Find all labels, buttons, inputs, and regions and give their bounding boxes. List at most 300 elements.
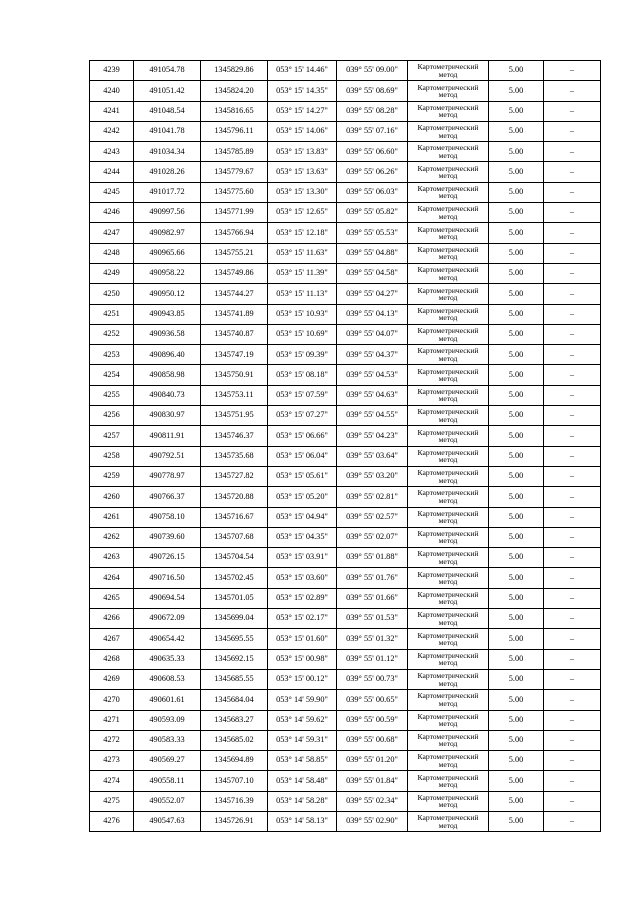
table-row (90, 304, 601, 324)
method-line-2: метод (438, 495, 458, 505)
table-row (90, 284, 601, 304)
method-line-1: Картометрический (417, 204, 479, 214)
y-coordinate-cell: 1345747.19 (201, 345, 268, 365)
latitude-cell: 053° 14' 58.13" (268, 811, 337, 831)
description-cell: – (544, 324, 601, 344)
latitude-cell: 053° 15' 03.91" (268, 548, 337, 568)
description-cell: – (544, 466, 601, 486)
accuracy-cell: 5.00 (489, 751, 544, 771)
method-line-2: метод (438, 577, 458, 587)
accuracy-cell: 5.00 (489, 507, 544, 527)
y-coordinate-cell: 1345749.86 (201, 263, 268, 283)
method-line-2: метод (438, 434, 458, 444)
accuracy-cell: 5.00 (489, 527, 544, 547)
description-cell: – (544, 101, 601, 121)
point-number-cell: 4261 (90, 507, 134, 527)
description-cell: – (544, 182, 601, 202)
accuracy-cell: 5.00 (489, 345, 544, 365)
accuracy-cell: 5.00 (489, 223, 544, 243)
x-coordinate-cell: 490943.85 (134, 304, 201, 324)
y-coordinate-cell: 1345685.55 (201, 669, 268, 689)
accuracy-cell: 5.00 (489, 568, 544, 588)
method-cell (408, 121, 489, 141)
point-number-cell: 4263 (90, 548, 134, 568)
method-cell (408, 304, 489, 324)
method-line-1: Картометрический (417, 305, 479, 315)
method-cell (408, 487, 489, 507)
method-line-1: Картометрический (417, 529, 479, 539)
latitude-cell: 053° 15' 13.30" (268, 182, 337, 202)
latitude-cell: 053° 15' 06.04" (268, 446, 337, 466)
latitude-cell: 053° 14' 58.85" (268, 751, 337, 771)
method-cell (408, 81, 489, 101)
x-coordinate-cell: 490726.15 (134, 548, 201, 568)
y-coordinate-cell: 1345720.88 (201, 487, 268, 507)
x-coordinate-cell: 490758.10 (134, 507, 201, 527)
accuracy-cell: 5.00 (489, 609, 544, 629)
method-line-1: Картометрический (417, 244, 479, 254)
method-cell (408, 588, 489, 608)
accuracy-cell: 5.00 (489, 791, 544, 811)
table-row (90, 649, 601, 669)
method-line-2: метод (438, 536, 458, 546)
longitude-cell: 039° 55' 04.23" (337, 426, 408, 446)
point-number-cell: 4259 (90, 466, 134, 486)
point-number-cell: 4252 (90, 324, 134, 344)
x-coordinate-cell: 490601.61 (134, 690, 201, 710)
longitude-cell: 039° 55' 06.26" (337, 162, 408, 182)
latitude-cell: 053° 15' 03.60" (268, 568, 337, 588)
accuracy-cell: 5.00 (489, 162, 544, 182)
y-coordinate-cell: 1345716.67 (201, 507, 268, 527)
latitude-cell: 053° 15' 02.17" (268, 609, 337, 629)
description-cell: – (544, 649, 601, 669)
x-coordinate-cell: 490936.58 (134, 324, 201, 344)
x-coordinate-cell: 491034.34 (134, 142, 201, 162)
description-cell: – (544, 162, 601, 182)
accuracy-cell: 5.00 (489, 142, 544, 162)
method-cell (408, 203, 489, 223)
method-cell (408, 548, 489, 568)
accuracy-cell: 5.00 (489, 669, 544, 689)
description-cell: – (544, 385, 601, 405)
method-line-2: метод (438, 455, 458, 465)
longitude-cell: 039° 55' 01.76" (337, 568, 408, 588)
accuracy-cell: 5.00 (489, 121, 544, 141)
description-cell: – (544, 629, 601, 649)
description-cell: – (544, 203, 601, 223)
longitude-cell: 039° 55' 04.07" (337, 324, 408, 344)
longitude-cell: 039° 55' 07.16" (337, 121, 408, 141)
method-line-1: Картометрический (417, 163, 479, 173)
point-number-cell: 4254 (90, 365, 134, 385)
method-cell (408, 406, 489, 426)
table-row (90, 588, 601, 608)
method-cell (408, 629, 489, 649)
method-line-1: Картометрический (417, 772, 479, 782)
latitude-cell: 053° 15' 10.69" (268, 324, 337, 344)
point-number-cell: 4239 (90, 61, 134, 81)
x-coordinate-cell: 490552.07 (134, 791, 201, 811)
table-row (90, 406, 601, 426)
longitude-cell: 039° 55' 04.55" (337, 406, 408, 426)
y-coordinate-cell: 1345701.05 (201, 588, 268, 608)
x-coordinate-cell: 491017.72 (134, 182, 201, 202)
x-coordinate-cell: 490958.22 (134, 263, 201, 283)
method-line-1: Картометрический (417, 326, 479, 336)
description-cell: – (544, 609, 601, 629)
x-coordinate-cell: 490792.51 (134, 446, 201, 466)
method-line-1: Картометрический (417, 62, 479, 72)
table-row (90, 446, 601, 466)
description-cell: – (544, 81, 601, 101)
x-coordinate-cell: 490830.97 (134, 406, 201, 426)
method-cell (408, 568, 489, 588)
y-coordinate-cell: 1345829.86 (201, 61, 268, 81)
longitude-cell: 039° 55' 01.53" (337, 609, 408, 629)
latitude-cell: 053° 15' 11.39" (268, 263, 337, 283)
y-coordinate-cell: 1345744.27 (201, 284, 268, 304)
method-cell (408, 162, 489, 182)
coordinates-table (89, 60, 601, 832)
longitude-cell: 039° 55' 04.27" (337, 284, 408, 304)
method-line-2: метод (438, 556, 458, 566)
point-number-cell: 4258 (90, 446, 134, 466)
method-line-1: Картометрический (417, 792, 479, 802)
longitude-cell: 039° 55' 00.65" (337, 690, 408, 710)
latitude-cell: 053° 15' 12.18" (268, 223, 337, 243)
method-line-1: Картометрический (417, 549, 479, 559)
latitude-cell: 053° 14' 59.31" (268, 730, 337, 750)
method-line-2: метод (438, 820, 458, 830)
method-line-1: Картометрический (417, 752, 479, 762)
table-row (90, 203, 601, 223)
y-coordinate-cell: 1345683.27 (201, 710, 268, 730)
latitude-cell: 053° 15' 14.35" (268, 81, 337, 101)
method-cell (408, 791, 489, 811)
longitude-cell: 039° 55' 02.07" (337, 527, 408, 547)
longitude-cell: 039° 55' 05.82" (337, 203, 408, 223)
x-coordinate-cell: 490672.09 (134, 609, 201, 629)
table-row (90, 548, 601, 568)
latitude-cell: 053° 15' 06.66" (268, 426, 337, 446)
point-number-cell: 4269 (90, 669, 134, 689)
y-coordinate-cell: 1345755.21 (201, 243, 268, 263)
description-cell: – (544, 730, 601, 750)
method-line-2: метод (438, 171, 458, 181)
y-coordinate-cell: 1345707.68 (201, 527, 268, 547)
latitude-cell: 053° 15' 11.63" (268, 243, 337, 263)
description-cell: – (544, 588, 601, 608)
method-cell (408, 101, 489, 121)
method-line-2: метод (438, 800, 458, 810)
method-line-2: метод (438, 394, 458, 404)
accuracy-cell: 5.00 (489, 284, 544, 304)
y-coordinate-cell: 1345695.55 (201, 629, 268, 649)
accuracy-cell: 5.00 (489, 385, 544, 405)
method-cell (408, 466, 489, 486)
accuracy-cell: 5.00 (489, 487, 544, 507)
point-number-cell: 4250 (90, 284, 134, 304)
accuracy-cell: 5.00 (489, 182, 544, 202)
method-line-1: Картометрический (417, 447, 479, 457)
point-number-cell: 4256 (90, 406, 134, 426)
accuracy-cell: 5.00 (489, 811, 544, 831)
point-number-cell: 4244 (90, 162, 134, 182)
x-coordinate-cell: 490583.33 (134, 730, 201, 750)
point-number-cell: 4240 (90, 81, 134, 101)
method-line-2: метод (438, 414, 458, 424)
point-number-cell: 4266 (90, 609, 134, 629)
latitude-cell: 053° 15' 05.20" (268, 487, 337, 507)
accuracy-cell: 5.00 (489, 629, 544, 649)
method-line-2: метод (438, 759, 458, 769)
table-row (90, 345, 601, 365)
longitude-cell: 039° 55' 00.68" (337, 730, 408, 750)
x-coordinate-cell: 490896.40 (134, 345, 201, 365)
method-line-2: метод (438, 191, 458, 201)
x-coordinate-cell: 490558.11 (134, 771, 201, 791)
longitude-cell: 039° 55' 01.20" (337, 751, 408, 771)
longitude-cell: 039° 55' 02.81" (337, 487, 408, 507)
longitude-cell: 039° 55' 00.73" (337, 669, 408, 689)
table-row (90, 223, 601, 243)
method-line-1: Картометрический (417, 224, 479, 234)
latitude-cell: 053° 14' 59.90" (268, 690, 337, 710)
longitude-cell: 039° 55' 02.34" (337, 791, 408, 811)
method-line-2: метод (438, 374, 458, 384)
table-row (90, 527, 601, 547)
table-row (90, 751, 601, 771)
method-line-2: метод (438, 150, 458, 160)
method-cell (408, 223, 489, 243)
x-coordinate-cell: 491048.54 (134, 101, 201, 121)
y-coordinate-cell: 1345796.11 (201, 121, 268, 141)
x-coordinate-cell: 490593.09 (134, 710, 201, 730)
y-coordinate-cell: 1345692.15 (201, 649, 268, 669)
method-line-2: метод (438, 637, 458, 647)
description-cell: – (544, 142, 601, 162)
latitude-cell: 053° 15' 13.63" (268, 162, 337, 182)
description-cell: – (544, 568, 601, 588)
x-coordinate-cell: 490654.42 (134, 629, 201, 649)
accuracy-cell: 5.00 (489, 101, 544, 121)
accuracy-cell: 5.00 (489, 588, 544, 608)
longitude-cell: 039° 55' 04.88" (337, 243, 408, 263)
method-line-2: метод (438, 475, 458, 485)
x-coordinate-cell: 490716.50 (134, 568, 201, 588)
x-coordinate-cell: 491028.26 (134, 162, 201, 182)
description-cell: – (544, 751, 601, 771)
description-cell: – (544, 345, 601, 365)
method-line-1: Картометрический (417, 346, 479, 356)
longitude-cell: 039° 55' 01.84" (337, 771, 408, 791)
y-coordinate-cell: 1345694.89 (201, 751, 268, 771)
y-coordinate-cell: 1345785.89 (201, 142, 268, 162)
method-line-1: Картометрический (417, 691, 479, 701)
method-cell (408, 446, 489, 466)
table-row (90, 629, 601, 649)
table-row (90, 324, 601, 344)
point-number-cell: 4276 (90, 811, 134, 831)
table-row (90, 263, 601, 283)
longitude-cell: 039° 55' 06.60" (337, 142, 408, 162)
method-cell (408, 324, 489, 344)
y-coordinate-cell: 1345704.54 (201, 548, 268, 568)
method-line-1: Картометрический (417, 265, 479, 275)
latitude-cell: 053° 15' 08.18" (268, 365, 337, 385)
table-row (90, 162, 601, 182)
point-number-cell: 4274 (90, 771, 134, 791)
accuracy-cell: 5.00 (489, 771, 544, 791)
description-cell: – (544, 548, 601, 568)
accuracy-cell: 5.00 (489, 304, 544, 324)
method-line-1: Картометрический (417, 468, 479, 478)
method-cell (408, 284, 489, 304)
x-coordinate-cell: 490694.54 (134, 588, 201, 608)
x-coordinate-cell: 490569.27 (134, 751, 201, 771)
y-coordinate-cell: 1345707.10 (201, 771, 268, 791)
description-cell: – (544, 121, 601, 141)
description-cell: – (544, 243, 601, 263)
method-line-1: Картометрический (417, 671, 479, 681)
method-line-1: Картометрический (417, 427, 479, 437)
accuracy-cell: 5.00 (489, 324, 544, 344)
point-number-cell: 4247 (90, 223, 134, 243)
longitude-cell: 039° 55' 02.57" (337, 507, 408, 527)
longitude-cell: 039° 55' 09.00" (337, 61, 408, 81)
method-line-2: метод (438, 597, 458, 607)
longitude-cell: 039° 55' 02.90" (337, 811, 408, 831)
method-cell (408, 61, 489, 81)
description-cell: – (544, 487, 601, 507)
method-cell (408, 811, 489, 831)
method-line-1: Картометрический (417, 82, 479, 92)
y-coordinate-cell: 1345751.95 (201, 406, 268, 426)
method-line-2: метод (438, 739, 458, 749)
longitude-cell: 039° 55' 04.37" (337, 345, 408, 365)
table-row (90, 101, 601, 121)
y-coordinate-cell: 1345824.20 (201, 81, 268, 101)
x-coordinate-cell: 491041.78 (134, 121, 201, 141)
longitude-cell: 039° 55' 04.58" (337, 263, 408, 283)
point-number-cell: 4262 (90, 527, 134, 547)
table-row (90, 142, 601, 162)
method-line-1: Картометрический (417, 569, 479, 579)
accuracy-cell: 5.00 (489, 446, 544, 466)
point-number-cell: 4248 (90, 243, 134, 263)
table-row (90, 365, 601, 385)
latitude-cell: 053° 15' 13.83" (268, 142, 337, 162)
y-coordinate-cell: 1345766.94 (201, 223, 268, 243)
method-cell (408, 263, 489, 283)
method-cell (408, 730, 489, 750)
y-coordinate-cell: 1345746.37 (201, 426, 268, 446)
table-row (90, 81, 601, 101)
latitude-cell: 053° 14' 59.62" (268, 710, 337, 730)
y-coordinate-cell: 1345741.89 (201, 304, 268, 324)
point-number-cell: 4273 (90, 751, 134, 771)
y-coordinate-cell: 1345702.45 (201, 568, 268, 588)
method-line-2: метод (438, 698, 458, 708)
description-cell: – (544, 446, 601, 466)
accuracy-cell: 5.00 (489, 710, 544, 730)
description-cell: – (544, 284, 601, 304)
longitude-cell: 039° 55' 01.66" (337, 588, 408, 608)
accuracy-cell: 5.00 (489, 243, 544, 263)
method-cell (408, 710, 489, 730)
latitude-cell: 053° 15' 11.13" (268, 284, 337, 304)
method-cell (408, 365, 489, 385)
x-coordinate-cell: 490950.12 (134, 284, 201, 304)
accuracy-cell: 5.00 (489, 690, 544, 710)
description-cell: – (544, 223, 601, 243)
method-line-2: метод (438, 232, 458, 242)
table-row (90, 609, 601, 629)
method-cell (408, 527, 489, 547)
table-row (90, 791, 601, 811)
accuracy-cell: 5.00 (489, 426, 544, 446)
method-line-1: Картометрический (417, 650, 479, 660)
x-coordinate-cell: 490635.33 (134, 649, 201, 669)
description-cell: – (544, 710, 601, 730)
latitude-cell: 053° 15' 04.35" (268, 527, 337, 547)
method-line-1: Картометрический (417, 102, 479, 112)
table-row (90, 771, 601, 791)
x-coordinate-cell: 490811.91 (134, 426, 201, 446)
point-number-cell: 4242 (90, 121, 134, 141)
point-number-cell: 4264 (90, 568, 134, 588)
y-coordinate-cell: 1345685.02 (201, 730, 268, 750)
method-cell (408, 649, 489, 669)
y-coordinate-cell: 1345771.99 (201, 203, 268, 223)
method-cell (408, 345, 489, 365)
method-line-1: Картометрический (417, 123, 479, 133)
x-coordinate-cell: 491051.42 (134, 81, 201, 101)
longitude-cell: 039° 55' 08.28" (337, 101, 408, 121)
description-cell: – (544, 791, 601, 811)
x-coordinate-cell: 490858.98 (134, 365, 201, 385)
method-line-2: метод (438, 292, 458, 302)
method-line-1: Картометрический (417, 488, 479, 498)
y-coordinate-cell: 1345727.82 (201, 466, 268, 486)
latitude-cell: 053° 15' 00.12" (268, 669, 337, 689)
point-number-cell: 4265 (90, 588, 134, 608)
method-line-2: метод (438, 130, 458, 140)
y-coordinate-cell: 1345684.04 (201, 690, 268, 710)
y-coordinate-cell: 1345716.39 (201, 791, 268, 811)
accuracy-cell: 5.00 (489, 548, 544, 568)
point-number-cell: 4255 (90, 385, 134, 405)
y-coordinate-cell: 1345750.91 (201, 365, 268, 385)
method-line-1: Картометрический (417, 285, 479, 295)
x-coordinate-cell: 490766.37 (134, 487, 201, 507)
latitude-cell: 053° 15' 01.60" (268, 629, 337, 649)
x-coordinate-cell: 490778.97 (134, 466, 201, 486)
accuracy-cell: 5.00 (489, 203, 544, 223)
y-coordinate-cell: 1345775.60 (201, 182, 268, 202)
method-line-2: метод (438, 617, 458, 627)
method-line-1: Картометрический (417, 589, 479, 599)
method-cell (408, 243, 489, 263)
method-cell (408, 771, 489, 791)
longitude-cell: 039° 55' 04.13" (337, 304, 408, 324)
method-line-2: метод (438, 353, 458, 363)
table-row (90, 507, 601, 527)
description-cell: – (544, 507, 601, 527)
method-cell (408, 609, 489, 629)
latitude-cell: 053° 14' 58.28" (268, 791, 337, 811)
